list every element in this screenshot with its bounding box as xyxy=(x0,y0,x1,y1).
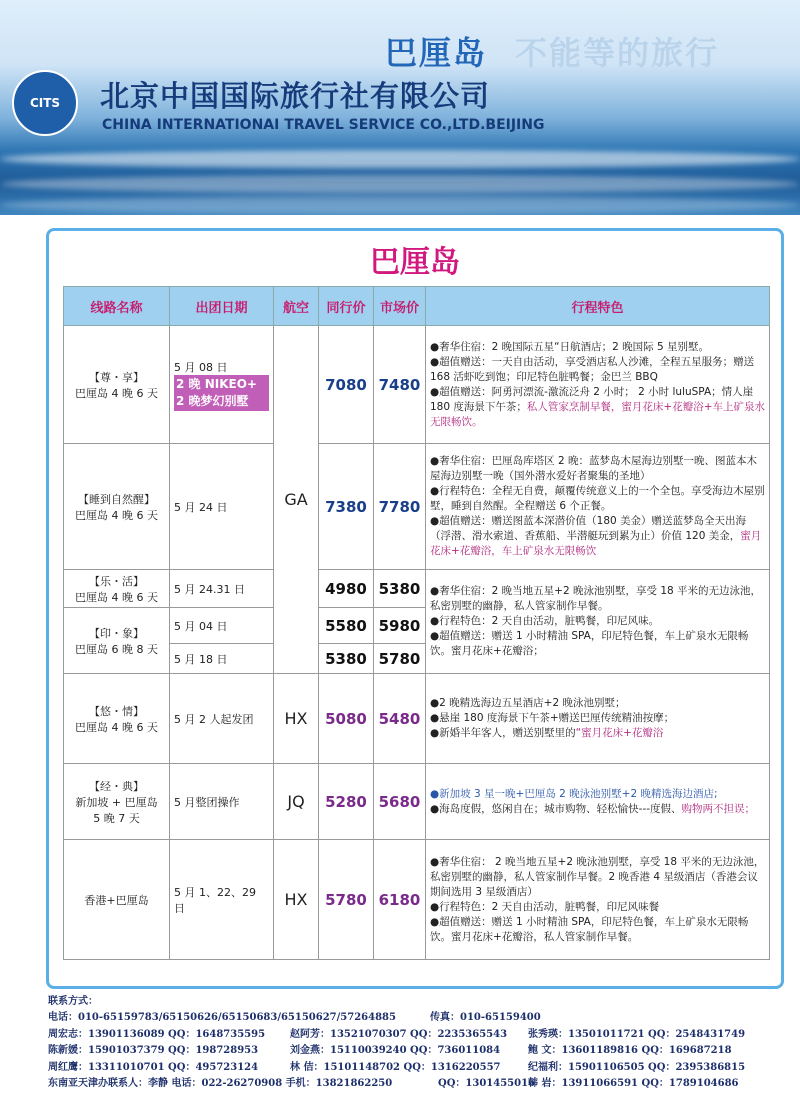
contact-row xyxy=(48,1076,788,1092)
route-name: 【印・象】 xyxy=(89,626,144,640)
contact-fax: 传真：010-65159400 xyxy=(430,1012,541,1024)
route-name: 【悠・情】 xyxy=(89,704,144,718)
header-route: 线路名称 xyxy=(64,287,170,326)
table-row xyxy=(64,764,770,840)
contact-phone-row xyxy=(48,1010,788,1026)
market-price: 5980 xyxy=(374,608,426,644)
feature-line: ●奢华住宿：2 晚当地五星+2 晚泳池别墅，享受 18 平米的无边泳池，私密别墅的幽静，私人管家制作早餐。 xyxy=(430,585,762,612)
route-name: 【乐・活】 xyxy=(89,574,144,588)
peer-price: 5280 xyxy=(319,764,374,840)
airline-cell: JQ xyxy=(274,764,319,840)
route-duration: 5 晚 7 天 xyxy=(93,811,140,825)
feature-line xyxy=(430,514,765,559)
itinerary-panel xyxy=(46,228,784,989)
date-cell: 5 月 24.31 日 xyxy=(170,570,274,608)
feature-text: ●新婚半年客人，赠送别墅里的 xyxy=(430,727,576,739)
feature-line: ●行程特色：2 天自由活动，脏鸭餐，印尼风味餐 xyxy=(430,900,660,913)
contact-person: QQ：1301455016 xyxy=(438,1077,536,1089)
contact-row xyxy=(48,1043,788,1059)
feature-highlight: 购物两不担误； xyxy=(681,802,756,815)
feature-line xyxy=(430,802,765,817)
date-cell xyxy=(170,326,274,444)
cits-logo: CITS xyxy=(12,70,78,136)
contact-section xyxy=(48,994,788,1092)
contact-person: 东南亚天津办联系人：李静 电话：022-26270908 手机：13821862250 xyxy=(48,1077,393,1089)
peer-price: 5580 xyxy=(319,608,374,644)
company-name-en: CHINA INTERNATIONAI TRAVEL SERVICE CO.,LTD.BEIJING xyxy=(102,117,545,133)
route-cell xyxy=(64,570,170,608)
peer-price: 4980 xyxy=(319,570,374,608)
feature-highlight: “蜜月花床+花瓣浴 xyxy=(575,727,664,739)
table-row xyxy=(64,840,770,960)
feature-highlight: 私人管家烹制早餐，蜜月花床+花瓣浴+车上矿泉水无限畅饮。 xyxy=(430,400,765,428)
feature-text: ●海岛度假，悠闲自在；城市购物、轻松愉快---度假、 xyxy=(430,802,682,815)
contact-person: 周宏志：13901136089 QQ：1648735595 xyxy=(48,1028,266,1040)
feature-highlight: 蜜月花床+花瓣浴，车上矿泉水无限畅饮 xyxy=(430,530,762,557)
header-airline: 航空 xyxy=(274,287,319,326)
peer-price: 5080 xyxy=(319,674,374,764)
contact-person: 陈新媛：15901037379 QQ：198728953 xyxy=(48,1045,259,1057)
table-row xyxy=(64,674,770,764)
feature-line xyxy=(430,726,765,741)
contact-person: 赵阿芳：13521070307 QQ：2235365543 xyxy=(290,1028,508,1040)
feature-line: ●行程特色：全程无自费，颠覆传统意义上的一个全包。享受海边木屋别墅，睡到自然醒。全程赠送 6 个正餐。 xyxy=(430,485,765,512)
contact-row xyxy=(48,1027,788,1043)
table-row xyxy=(64,326,770,444)
header-banner xyxy=(0,0,800,215)
table-header-row xyxy=(64,287,770,326)
features-cell xyxy=(426,840,770,960)
contact-person: 刘金燕：15110039240 QQ：736011084 xyxy=(290,1045,501,1057)
feature-text: ●超值赠送：阿勇河漂流-激流泛舟 2 小时； 2 小时 luluSPA；情人崖 180 度海景下午茶； xyxy=(430,385,754,413)
peer-price: 7080 xyxy=(319,326,374,444)
market-price: 5780 xyxy=(374,644,426,674)
slogan-place: 巴厘岛 xyxy=(385,34,488,72)
contact-person: 韩 岩：13911066591 QQ：1789104686 xyxy=(528,1077,739,1089)
date-cell: 5 月 2 人起发团 xyxy=(170,674,274,764)
table-row xyxy=(64,444,770,570)
route-cell xyxy=(64,326,170,444)
table-row xyxy=(64,570,770,608)
market-price: 6180 xyxy=(374,840,426,960)
route-duration: 巴厘岛 6 晚 8 天 xyxy=(75,642,158,656)
market-price: 7780 xyxy=(374,444,426,570)
route-name: 【睡到自然醒】 xyxy=(78,492,155,506)
feature-line: ●奢华住宿：巴厘岛库塔区 2 晚：蓝梦岛木屋海边别墅一晚、图蓝本木屋海边别墅一晚（国外潜水爱好者聚集的圣地） xyxy=(430,455,758,482)
route-name: 【尊・享】 xyxy=(89,370,144,384)
contact-person: 鲍 文：13601189816 QQ：169687218 xyxy=(528,1045,732,1057)
peer-price: 7380 xyxy=(319,444,374,570)
features-cell xyxy=(426,444,770,570)
feature-line: ●新加坡 3 星一晚+巴厘岛 2 晚泳池别墅+2 晚精选海边酒店; xyxy=(430,787,718,800)
route-duration: 新加坡 + 巴厘岛 xyxy=(75,795,158,809)
peer-price: 5380 xyxy=(319,644,374,674)
feature-line: ●超值赠送：一天自由活动，享受酒店私人沙滩，全程五星服务；赠送 168 活虾吃到饱；印尼特色脏鸭餐；金巴兰 BBQ xyxy=(430,355,755,383)
departure-date: 5 月 08 日 xyxy=(174,360,228,374)
market-price: 5480 xyxy=(374,674,426,764)
date-cell: 5 月 18 日 xyxy=(170,644,274,674)
feature-line: ●2 晚精选海边五星酒店+2 晚泳池别墅； xyxy=(430,697,626,709)
route-cell xyxy=(64,840,170,960)
contact-person: 纪福利：15901106505 QQ：2395386815 xyxy=(528,1061,746,1073)
date-cell: 5 月 04 日 xyxy=(170,608,274,644)
feature-line: ●超值赠送：赠送 1 小时精油 SPA，印尼特色餐，车上矿泉水无限畅饮。蜜月花床+花瓣浴； xyxy=(430,630,749,657)
date-cell: 5 月整团操作 xyxy=(170,764,274,840)
slogan-text: 不能等的旅行 xyxy=(515,34,720,72)
feature-line: ●超值赠送：赠送 1 小时精油 SPA，印尼特色餐，车上矿泉水无限畅饮。蜜月花床+花瓣浴，私人管家制作早餐。 xyxy=(430,915,749,943)
contact-heading-row xyxy=(48,994,788,1010)
section-title: 巴厘岛 xyxy=(370,245,460,280)
header-date: 出团日期 xyxy=(170,287,274,326)
contact-person: 林 佶：15101148702 QQ：1316220557 xyxy=(290,1061,501,1073)
contact-phone: 电话：010-65159783/65150626/65150683/65150627/57264885 xyxy=(48,1012,396,1024)
route-name: 香港+巴厘岛 xyxy=(84,893,149,907)
features-cell xyxy=(426,674,770,764)
route-name: 【经・典】 xyxy=(89,779,144,793)
peer-price: 5780 xyxy=(319,840,374,960)
features-cell xyxy=(426,570,770,674)
route-duration: 巴厘岛 4 晚 6 天 xyxy=(75,590,158,604)
airline-cell: HX xyxy=(274,674,319,764)
feature-line: ●奢华住宿： 2 晚当地五星+2 晚泳池别墅，享受 18 平米的无边泳池，私密别墅的幽静，私人管家制作早餐。2 晚香港 4 星级酒店（香港会议期间选用 3 星级酒店） xyxy=(430,855,765,898)
header-features: 行程特色 xyxy=(426,287,770,326)
route-cell xyxy=(64,444,170,570)
route-duration: 巴厘岛 4 晚 6 天 xyxy=(75,386,158,400)
date-cell: 5 月 24 日 xyxy=(170,444,274,570)
header-peer-price: 同行价 xyxy=(319,287,374,326)
wave-decoration xyxy=(0,150,800,168)
company-name-cn: 北京中国国际旅行社有限公司 xyxy=(100,79,491,113)
market-price: 5680 xyxy=(374,764,426,840)
wave-decoration xyxy=(0,196,800,214)
feature-line: ●行程特色：2 天自由活动，脏鸭餐，印尼风味。 xyxy=(430,615,660,627)
features-cell xyxy=(426,764,770,840)
header-market-price: 市场价 xyxy=(374,287,426,326)
features-cell xyxy=(426,326,770,444)
feature-line xyxy=(430,385,765,430)
contact-person: 周红鹰：13311010701 QQ：495723124 xyxy=(48,1061,259,1073)
date-cell: 5 月 1、22、29 日 xyxy=(170,840,274,960)
airline-cell: GA xyxy=(274,326,319,674)
route-duration: 巴厘岛 4 晚 6 天 xyxy=(75,508,158,522)
feature-line: ●悬崖 180 度海景下午茶+赠送巴厘传统精油按摩； xyxy=(430,712,675,724)
market-price: 5380 xyxy=(374,570,426,608)
wave-decoration xyxy=(0,175,800,193)
market-price: 7480 xyxy=(374,326,426,444)
feature-line: ●奢华住宿：2 晚国际五星“日航酒店；2 晚国际 5 星别墅。 xyxy=(430,340,709,353)
route-duration: 巴厘岛 4 晚 6 天 xyxy=(75,720,158,734)
contact-person: 张秀瑛：13501011721 QQ：2548431749 xyxy=(528,1028,746,1040)
route-cell xyxy=(64,674,170,764)
itinerary-table xyxy=(63,286,770,960)
route-cell xyxy=(64,608,170,674)
date-highlight: 2 晚 NIKEO+ 2 晚梦幻别墅 xyxy=(174,375,269,411)
feature-text: ●超值赠送：赠送图蓝本深潜价值（180 美金）赠送蓝梦岛全天出海（浮潜、滑水索道、香蕉船、半潜艇玩到累为止）价值 120 美金， xyxy=(430,515,747,542)
contact-heading: 联系方式： xyxy=(48,996,98,1007)
route-cell xyxy=(64,764,170,840)
airline-cell: HX xyxy=(274,840,319,960)
contact-row xyxy=(48,1060,788,1076)
